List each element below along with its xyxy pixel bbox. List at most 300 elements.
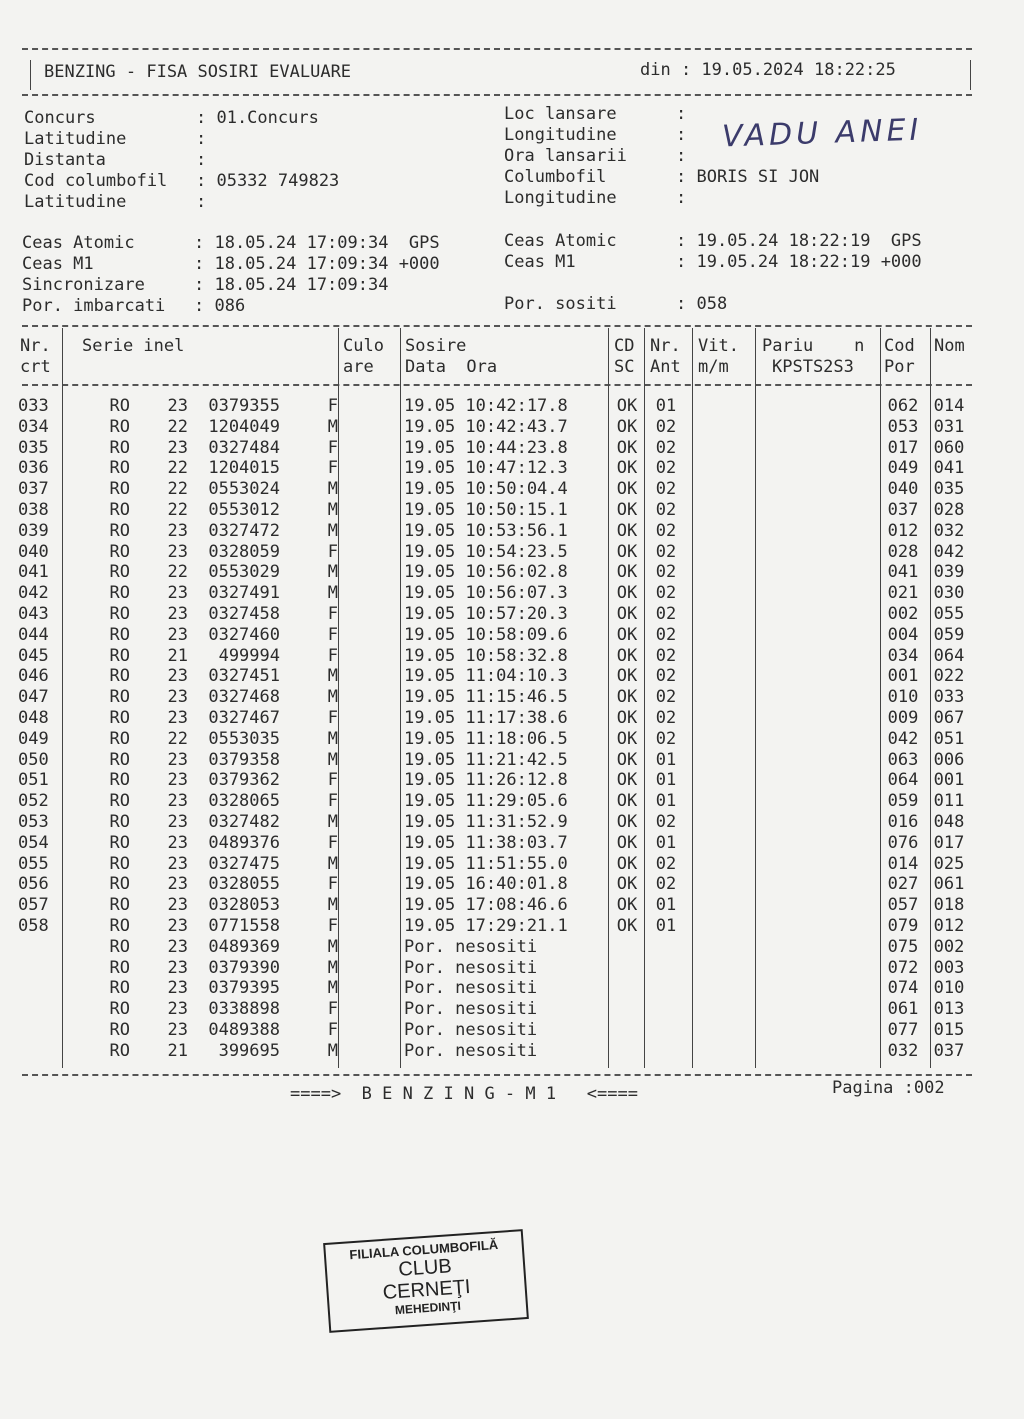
cell-ring-number: 0379390 — [208, 957, 280, 978]
cell-year: 23 — [167, 978, 188, 999]
cell-nr-ant: 01 — [655, 396, 677, 416]
info_left-value: : — [196, 150, 207, 170]
cell-nr-ant: 02 — [655, 583, 677, 604]
cell-nom: 011 — [933, 791, 965, 812]
cell-cod-por: 042 — [887, 728, 919, 749]
cell-sex: M — [327, 479, 338, 500]
cell-pariu — [749, 500, 877, 521]
cell-arrival: Por. nesositi — [404, 978, 538, 999]
cell-arrival: 19.05 10:56:02.8 — [404, 562, 568, 583]
cell-viteza — [687, 438, 749, 459]
cell-nr-crt: 056 — [18, 874, 49, 895]
col-culoare-line2: are — [343, 357, 374, 377]
cell-nr-crt: 054 — [18, 832, 49, 853]
cell-viteza — [687, 916, 749, 937]
cell-culoare — [338, 666, 398, 687]
cell-viteza — [687, 854, 749, 875]
table-row — [18, 999, 969, 1020]
cell-arrival: 19.05 16:40:01.8 — [404, 874, 568, 895]
table-row — [18, 770, 969, 791]
info_right-label: Ora lansarii — [504, 146, 627, 166]
cell-arrival: 19.05 10:44:23.8 — [404, 437, 568, 458]
cell-cod-por: 053 — [887, 416, 919, 437]
cell-arrival: Por. nesositi — [404, 957, 538, 978]
cell-culoare — [338, 708, 398, 729]
cell-country: RO — [109, 728, 130, 749]
cell-viteza — [687, 521, 749, 542]
clock_right-label: Por. sositi — [504, 294, 617, 314]
cell-cd-sc: OK — [616, 520, 638, 541]
cell-sex: M — [327, 957, 338, 978]
cell-country: RO — [109, 915, 130, 936]
cell-ring-number: 499994 — [218, 645, 280, 666]
cell-culoare — [338, 895, 398, 916]
cell-sex: M — [327, 728, 338, 749]
cell-nr-ant: 01 — [655, 915, 677, 936]
cell-cd-sc: OK — [616, 770, 638, 791]
table-row — [18, 458, 969, 479]
cell-nom: 015 — [933, 1019, 965, 1040]
cell-sex: F — [327, 645, 338, 666]
cell-year: 23 — [167, 666, 188, 687]
cell-nr-crt: 058 — [18, 915, 49, 936]
cell-nr-crt: 049 — [18, 728, 49, 749]
cell-nr-ant: 02 — [655, 458, 677, 479]
cell-arrival: 19.05 10:58:32.8 — [404, 645, 568, 666]
cell-cd-sc: OK — [616, 396, 638, 416]
cell-nr-ant: 01 — [655, 770, 677, 791]
cell-country: RO — [109, 1040, 130, 1061]
cell-arrival: 19.05 10:42:43.7 — [404, 416, 568, 437]
cell-nom: 010 — [933, 978, 965, 999]
cell-nom: 030 — [933, 583, 965, 604]
cell-year: 23 — [167, 874, 188, 895]
cell-country: RO — [109, 853, 130, 874]
cell-ring-number: 0771558 — [208, 915, 280, 936]
col-nr-ant — [650, 336, 681, 378]
cell-culoare — [338, 500, 398, 521]
cell-cd-sc: OK — [616, 479, 638, 500]
info_left-value: : 01.Concurs — [196, 108, 319, 128]
cell-viteza — [687, 500, 749, 521]
cell-culoare — [338, 1020, 398, 1041]
cell-nom: 002 — [933, 936, 965, 957]
cell-nr-crt — [18, 999, 64, 1020]
cell-pariu — [749, 521, 877, 542]
cell-pariu — [749, 895, 877, 916]
cell-nom: 014 — [933, 396, 965, 416]
clock_left-label: Sincronizare — [22, 275, 145, 295]
info_left-row — [24, 171, 339, 192]
table-row — [18, 438, 969, 459]
cell-cod-por: 012 — [887, 520, 919, 541]
cell-arrival: Por. nesositi — [404, 1019, 538, 1040]
cell-pariu — [749, 479, 877, 500]
cell-culoare — [338, 750, 398, 771]
cell-arrival: 19.05 10:58:09.6 — [404, 624, 568, 645]
cell-ring-number: 0327460 — [208, 624, 280, 645]
cell-viteza — [687, 978, 749, 999]
cell-viteza — [687, 937, 749, 958]
table-row — [18, 687, 969, 708]
cell-year: 23 — [167, 1019, 188, 1040]
cell-cd-sc: OK — [616, 749, 638, 770]
cell-nom: 032 — [933, 520, 965, 541]
col-culoare-line1: Culo — [343, 336, 384, 356]
cell-cd-sc: OK — [616, 707, 638, 728]
col-cod-por — [884, 336, 915, 378]
cell-sex: F — [327, 396, 338, 416]
cell-nom: 037 — [933, 1040, 965, 1061]
cell-pariu — [749, 978, 877, 999]
cell-viteza — [687, 874, 749, 895]
col-serie: Serie inel — [82, 336, 185, 356]
table-row — [18, 500, 969, 521]
cell-ring-number: 1204049 — [208, 416, 280, 437]
table-row — [18, 562, 969, 583]
cell-cod-por: 017 — [887, 437, 919, 458]
cell-country: RO — [109, 957, 130, 978]
cell-nom: 033 — [933, 687, 965, 708]
cell-nr-crt: 047 — [18, 687, 49, 708]
cell-ring-number: 0327467 — [208, 707, 280, 728]
cell-arrival: 19.05 10:50:15.1 — [404, 499, 568, 520]
cell-year: 23 — [167, 624, 188, 645]
cell-cd-sc: OK — [616, 832, 638, 853]
cell-culoare — [338, 833, 398, 854]
cell-nom: 025 — [933, 853, 965, 874]
cell-cod-por: 014 — [887, 853, 919, 874]
table-bottom-border — [22, 1074, 972, 1076]
cell-sex: F — [327, 791, 338, 812]
cell-nr-crt: 048 — [18, 707, 49, 728]
cell-nr-ant: 01 — [655, 749, 677, 770]
cell-cod-por: 010 — [887, 687, 919, 708]
cell-pariu — [749, 854, 877, 875]
col-nr-ant-line1: Nr. — [650, 336, 681, 356]
cell-ring-number: 0327472 — [208, 520, 280, 541]
info_right-value: : — [676, 125, 687, 145]
table-row — [18, 750, 969, 771]
cell-arrival: 19.05 17:29:21.1 — [404, 915, 568, 936]
cell-nom: 041 — [933, 458, 965, 479]
table-row — [18, 833, 969, 854]
cell-viteza — [687, 895, 749, 916]
cell-arrival: 19.05 11:17:38.6 — [404, 707, 568, 728]
col-viteza-line2: m/m — [698, 357, 729, 377]
cell-nr-ant: 02 — [655, 479, 677, 500]
table-row — [18, 916, 969, 937]
cell-cd-sc: OK — [616, 666, 638, 687]
info_right-label: Loc lansare — [504, 104, 617, 124]
cell-arrival: 19.05 11:04:10.3 — [404, 666, 568, 687]
cell-viteza — [687, 812, 749, 833]
cell-nom: 022 — [933, 666, 965, 687]
cell-year: 23 — [167, 957, 188, 978]
cell-ring-number: 0328053 — [208, 895, 280, 916]
cell-year: 22 — [167, 416, 188, 437]
cell-sex: M — [327, 978, 338, 999]
cell-cd-sc: OK — [616, 624, 638, 645]
cell-arrival: 19.05 10:50:04.4 — [404, 479, 568, 500]
cell-cod-por: 049 — [887, 458, 919, 479]
cell-nr-crt: 033 — [18, 396, 49, 416]
table-row — [18, 937, 969, 958]
cell-nom: 064 — [933, 645, 965, 666]
cell-nr-crt: 035 — [18, 437, 49, 458]
cell-nom: 013 — [933, 999, 965, 1020]
cell-cd-sc — [609, 958, 645, 979]
table-row — [18, 666, 969, 687]
cell-cd-sc: OK — [616, 728, 638, 749]
cell-pariu — [749, 791, 877, 812]
col-sosire — [405, 336, 497, 378]
cell-culoare — [338, 874, 398, 895]
cell-pariu — [749, 583, 877, 604]
cell-sex: M — [327, 811, 338, 832]
cell-pariu — [749, 874, 877, 895]
table-row — [18, 542, 969, 563]
cell-sex: F — [327, 437, 338, 458]
stamp-line-2: CLUB — [397, 1255, 453, 1281]
cell-year: 22 — [167, 562, 188, 583]
col-cod-por-line2: Por — [884, 357, 915, 377]
cell-nom: 060 — [933, 437, 965, 458]
cell-nr-crt — [18, 978, 64, 999]
cell-sex: M — [327, 853, 338, 874]
info_right-value: : — [676, 188, 687, 208]
cell-nom: 012 — [933, 915, 965, 936]
handwritten-location: VADU ANEI — [721, 112, 923, 155]
cell-nom: 061 — [933, 874, 965, 895]
cell-cd-sc: OK — [616, 874, 638, 895]
cell-ring-number: 0327451 — [208, 666, 280, 687]
table-row — [18, 854, 969, 875]
cell-pariu — [749, 1020, 877, 1041]
cell-viteza — [687, 542, 749, 563]
cell-cod-por: 032 — [887, 1040, 919, 1061]
cell-year: 23 — [167, 832, 188, 853]
cell-cod-por: 009 — [887, 707, 919, 728]
cell-cd-sc — [609, 1020, 645, 1041]
cell-cd-sc: OK — [616, 499, 638, 520]
arrivals-table — [18, 396, 969, 1062]
cell-cd-sc: OK — [616, 687, 638, 708]
cell-nom: 067 — [933, 707, 965, 728]
cell-arrival: 19.05 11:18:06.5 — [404, 728, 568, 749]
cell-nr-crt: 052 — [18, 791, 49, 812]
cell-nr-crt: 053 — [18, 811, 49, 832]
cell-sex: F — [327, 707, 338, 728]
cell-pariu — [749, 438, 877, 459]
cell-nr-ant: 01 — [655, 832, 677, 853]
cell-sex: M — [327, 666, 338, 687]
cell-nr-crt: 045 — [18, 645, 49, 666]
cell-ring-number: 399695 — [218, 1040, 280, 1061]
cell-cod-por: 061 — [887, 999, 919, 1020]
cell-pariu — [749, 646, 877, 667]
cell-culoare — [338, 958, 398, 979]
footer-center-label: ====> B E N Z I N G - M 1 <==== — [290, 1084, 638, 1104]
cell-nr-crt: 043 — [18, 603, 49, 624]
cell-culoare — [338, 999, 398, 1020]
stamp-line-4: MEHEDINŢI — [394, 1298, 462, 1318]
cell-nr-crt: 050 — [18, 749, 49, 770]
cell-cod-por: 034 — [887, 645, 919, 666]
cell-year: 23 — [167, 853, 188, 874]
cell-nom: 048 — [933, 811, 965, 832]
cell-country: RO — [109, 583, 130, 604]
cell-nr-crt: 034 — [18, 416, 49, 437]
cell-pariu — [749, 999, 877, 1020]
clock_right-label: Ceas M1 — [504, 252, 576, 272]
clock_left-label: Ceas M1 — [22, 254, 94, 274]
cell-nr-ant: 02 — [655, 811, 677, 832]
cell-arrival: 19.05 11:29:05.6 — [404, 791, 568, 812]
cell-nr-crt: 036 — [18, 458, 49, 479]
cell-pariu — [749, 604, 877, 625]
cell-nr-crt: 037 — [18, 479, 49, 500]
cell-nr-crt: 055 — [18, 853, 49, 874]
cell-culoare — [338, 542, 398, 563]
table-row — [18, 958, 969, 979]
cell-arrival: 19.05 10:56:07.3 — [404, 583, 568, 604]
col-nr-line2: crt — [20, 357, 51, 377]
cell-viteza — [687, 770, 749, 791]
info_left-label: Concurs — [24, 108, 96, 128]
cell-year: 23 — [167, 707, 188, 728]
cell-arrival: 19.05 10:42:17.8 — [404, 396, 568, 416]
table-row — [18, 625, 969, 646]
cell-nr-ant: 02 — [655, 874, 677, 895]
cell-nr-ant — [645, 999, 687, 1020]
cell-country: RO — [109, 707, 130, 728]
info_left-value: : — [196, 192, 207, 212]
cell-year: 23 — [167, 603, 188, 624]
cell-year: 23 — [167, 791, 188, 812]
cell-country: RO — [109, 437, 130, 458]
cell-nom: 035 — [933, 479, 965, 500]
cell-sex: M — [327, 562, 338, 583]
cell-culoare — [338, 625, 398, 646]
cell-cod-por: 074 — [887, 978, 919, 999]
document-date: din : 19.05.2024 18:22:25 — [640, 60, 896, 80]
cell-nom: 006 — [933, 749, 965, 770]
cell-viteza — [687, 958, 749, 979]
cell-nom: 001 — [933, 770, 965, 791]
cell-ring-number: 0327482 — [208, 811, 280, 832]
cell-nr-crt: 038 — [18, 499, 49, 520]
cell-nr-ant: 02 — [655, 541, 677, 562]
cell-cd-sc: OK — [616, 915, 638, 936]
cell-viteza — [687, 791, 749, 812]
race-info-left — [24, 108, 339, 213]
cell-arrival: 19.05 11:21:42.5 — [404, 749, 568, 770]
cell-culoare — [338, 854, 398, 875]
cell-nr-ant: 02 — [655, 624, 677, 645]
cell-sex: F — [327, 915, 338, 936]
cell-arrival: 19.05 11:31:52.9 — [404, 811, 568, 832]
cell-nr-ant: 02 — [655, 666, 677, 687]
table-row — [18, 646, 969, 667]
cell-country: RO — [109, 499, 130, 520]
clock-info-left — [22, 233, 440, 317]
clock_right-value: : 058 — [676, 294, 728, 314]
cell-viteza — [687, 1041, 749, 1062]
cell-culoare — [338, 458, 398, 479]
cell-nr-crt: 039 — [18, 520, 49, 541]
table-row — [18, 895, 969, 916]
clock_right-row — [504, 231, 922, 252]
table-row — [18, 1020, 969, 1041]
cell-sex: F — [327, 541, 338, 562]
cell-arrival: 19.05 10:54:23.5 — [404, 541, 568, 562]
cell-cod-por: 063 — [887, 749, 919, 770]
top-border — [22, 48, 972, 50]
cell-year: 23 — [167, 749, 188, 770]
cell-nr-crt: 044 — [18, 624, 49, 645]
cell-country: RO — [109, 520, 130, 541]
cell-year: 23 — [167, 811, 188, 832]
cell-cod-por: 075 — [887, 936, 919, 957]
cell-country: RO — [109, 458, 130, 479]
clock_right-row — [504, 273, 922, 294]
cell-arrival: 19.05 11:26:12.8 — [404, 770, 568, 791]
cell-arrival: Por. nesositi — [404, 1040, 538, 1061]
clock_left-value: : 18.05.24 17:09:34 GPS — [194, 233, 440, 253]
table-row — [18, 417, 969, 438]
clock_left-row — [22, 296, 440, 317]
col-nom: Nom — [934, 336, 965, 356]
col-cod-por-line1: Cod — [884, 336, 915, 356]
cell-year: 23 — [167, 999, 188, 1020]
cell-nr-crt — [18, 937, 64, 958]
cell-pariu — [749, 458, 877, 479]
info_left-value: : 05332 749823 — [196, 171, 340, 191]
cell-sex: F — [327, 1019, 338, 1040]
cell-year: 22 — [167, 728, 188, 749]
cell-year: 23 — [167, 437, 188, 458]
cell-ring-number: 0553035 — [208, 728, 280, 749]
cell-year: 23 — [167, 687, 188, 708]
cell-year: 21 — [167, 645, 188, 666]
cell-viteza — [687, 666, 749, 687]
clock_left-value: : 18.05.24 17:09:34 — [194, 275, 389, 295]
cell-cod-por: 028 — [887, 541, 919, 562]
cell-sex: F — [327, 874, 338, 895]
clock_left-label: Por. imbarcati — [22, 296, 166, 316]
cell-sex: M — [327, 936, 338, 957]
cell-country: RO — [109, 749, 130, 770]
cell-year: 22 — [167, 499, 188, 520]
stamp-line-3: CERNEŢI — [382, 1275, 472, 1305]
cell-country: RO — [109, 936, 130, 957]
cell-culoare — [338, 729, 398, 750]
table-row — [18, 604, 969, 625]
cell-nr-ant: 02 — [655, 562, 677, 583]
cell-nr-crt: 041 — [18, 562, 49, 583]
cell-sex: F — [327, 832, 338, 853]
cell-cod-por: 077 — [887, 1019, 919, 1040]
cell-cd-sc — [609, 937, 645, 958]
cell-nom: 042 — [933, 541, 965, 562]
cell-culoare — [338, 417, 398, 438]
cell-country: RO — [109, 999, 130, 1020]
cell-nr-ant: 02 — [655, 707, 677, 728]
cell-nr-ant — [645, 1041, 687, 1062]
cell-sex: M — [327, 687, 338, 708]
cell-cod-por: 004 — [887, 624, 919, 645]
